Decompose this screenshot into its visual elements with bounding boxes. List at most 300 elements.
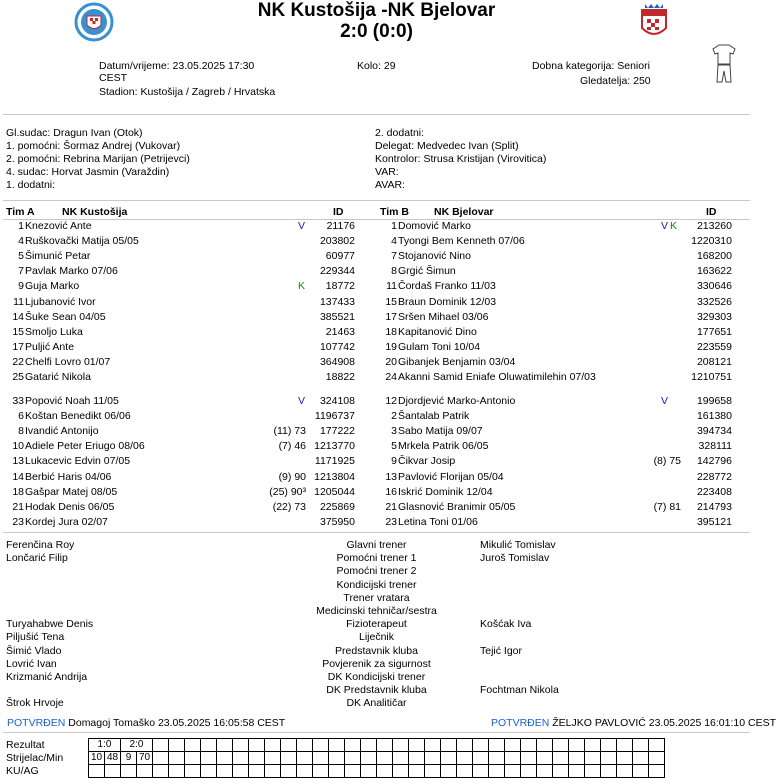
player-id: 168200 (696, 250, 732, 263)
player-number: 10 (12, 440, 24, 453)
staff-role: DK Kondicijski trener (327, 671, 426, 683)
player-id: 107742 (319, 340, 355, 353)
staff-role: Pomoćni trener 1 (336, 552, 417, 565)
result-cell (265, 765, 281, 778)
result-cell (377, 765, 393, 778)
official-right: AVAR: (375, 179, 405, 191)
player-id: 1213804 (314, 470, 355, 483)
result-cell (425, 752, 441, 765)
official-left: 2. pomoćni: Rebrina Marijan (Petrijevci) (6, 153, 190, 165)
player-number: 5 (391, 440, 397, 453)
player-name: Glasnović Branimir 05/05 (398, 500, 516, 513)
result-cell (649, 739, 665, 752)
result-grid (88, 738, 665, 778)
match-title: NK Kustošija -NK Bjelovar (257, 0, 496, 21)
player-name: Pavlović Florijan 05/04 (398, 470, 504, 483)
player-row (0, 501, 753, 514)
staff-role: Povjerenik za sigurnost (322, 657, 431, 670)
player-id: 177651 (696, 325, 732, 338)
player-id: 60977 (325, 250, 355, 263)
player-id: 385521 (319, 310, 355, 323)
result-cell (297, 765, 313, 778)
result-cell (601, 739, 617, 752)
substitution-info: (9) 90 (278, 470, 306, 483)
result-cell (393, 739, 409, 752)
player-name: Kordej Jura 02/07 (25, 515, 108, 528)
player-row (0, 250, 753, 263)
match-timezone: CEST (99, 72, 128, 84)
result-cell (409, 765, 425, 778)
result-cell (617, 739, 633, 752)
player-id: 142796 (696, 455, 732, 468)
player-number: 21 (12, 500, 24, 513)
player-number: 6 (18, 410, 24, 423)
player-row (0, 395, 753, 408)
player-row (0, 455, 753, 468)
result-cell (473, 765, 489, 778)
player-id: 328111 (698, 440, 732, 453)
result-cell (601, 765, 617, 778)
result-cell (297, 752, 313, 765)
player-id: 375950 (319, 515, 355, 528)
result-cell (505, 739, 521, 752)
result-cell (569, 765, 585, 778)
result-cell (233, 765, 249, 778)
result-cell (345, 739, 361, 752)
player-number: 24 (385, 371, 397, 383)
team-b-id-header: ID (706, 206, 717, 218)
player-id: 1196737 (314, 410, 355, 423)
player-name: Šuke Sean 04/05 (25, 310, 106, 323)
result-cell (569, 752, 585, 765)
goalkeeper-mark: V (661, 220, 669, 232)
player-name: Adiele Peter Eriugo 08/06 (25, 440, 145, 453)
result-cell (185, 752, 201, 765)
official-left: 4. sudac: Horvat Jasmin (Varaždin) (6, 166, 170, 178)
player-number: 1 (391, 220, 397, 232)
player-id: 229344 (319, 265, 355, 278)
jersey-icon (712, 44, 736, 84)
player-number: 7 (391, 250, 397, 263)
staff-team-a: Štrok Hrvoje (6, 697, 64, 710)
player-id: 161380 (696, 410, 732, 423)
result-cell (457, 765, 473, 778)
result-cell (521, 739, 537, 752)
staff-role: Glavni trener (346, 539, 407, 551)
match-round: Kolo: 29 (357, 60, 396, 72)
staff-role: Fizioterapeut (346, 618, 407, 631)
result-cell: 48 (105, 752, 121, 765)
player-row (0, 235, 753, 248)
result-cell (217, 752, 233, 765)
player-id: 223408 (696, 485, 732, 498)
official-right: Kontrolor: Strusa Kristijan (Virovitica) (375, 153, 547, 165)
player-number: 15 (12, 325, 24, 338)
player-number: 25 (12, 371, 24, 383)
player-name: Ruškovački Matija 05/05 (25, 235, 139, 248)
match-stadium: Stadion: Kustošija / Zagreb / Hrvatska (99, 86, 276, 98)
player-number: 5 (18, 250, 24, 263)
result-cell (233, 752, 249, 765)
player-id: 395121 (696, 515, 732, 528)
staff-team-b: Juroš Tomislav (480, 552, 550, 565)
player-number: 33 (12, 395, 24, 407)
result-cell (153, 752, 169, 765)
player-row (0, 296, 753, 309)
player-row (0, 425, 753, 438)
result-cell (489, 752, 505, 765)
staff-team-b: Fochtman Nikola (480, 684, 559, 697)
divider (3, 732, 750, 733)
player-id: 394734 (696, 425, 732, 438)
result-cell (153, 739, 169, 752)
player-number: 19 (385, 340, 397, 353)
player-number: 13 (385, 470, 397, 483)
substitution-info: (8) 75 (653, 455, 681, 468)
player-number: 8 (391, 265, 397, 278)
player-row (0, 516, 753, 529)
player-row (0, 486, 753, 499)
player-number: 18 (12, 485, 24, 498)
confirmation-status: POTVRĐEN (491, 717, 550, 729)
result-cell (649, 752, 665, 765)
player-name: Djordjević Marko-Antonio (398, 395, 516, 407)
confirmation-text: ŽELJKO PAVLOVIĆ 23.05.2025 16:01:10 CEST (552, 717, 776, 729)
player-row (0, 471, 753, 484)
player-id: 208121 (696, 355, 732, 368)
player-number: 8 (18, 425, 24, 438)
player-number: 20 (385, 355, 397, 368)
player-number: 23 (385, 515, 397, 528)
result-cell (505, 752, 521, 765)
result-cell (185, 739, 201, 752)
result-cell (409, 739, 425, 752)
match-category: Dobna kategorija: Seniori (532, 60, 650, 72)
player-row (0, 410, 753, 423)
player-name: Letina Toni 01/06 (398, 515, 478, 528)
staff-role: DK Predstavnik kluba (326, 684, 427, 697)
result-cell (393, 752, 409, 765)
confirmation-status: POTVRĐEN (7, 717, 66, 729)
player-id: 21463 (325, 325, 355, 338)
result-cell (537, 765, 553, 778)
staff-role: DK Analitičar (346, 697, 407, 710)
player-id: 324108 (319, 395, 355, 407)
player-number: 4 (391, 235, 397, 248)
player-name: Gašpar Matej 08/05 (25, 485, 118, 498)
player-row (0, 311, 753, 324)
result-cell (505, 765, 521, 778)
result-cell (521, 752, 537, 765)
player-id: 18822 (325, 371, 355, 383)
result-cell (345, 765, 361, 778)
official-left: 1. pomoćni: Šormaz Andrej (Vukovar) (6, 140, 181, 152)
player-name: Guja Marko (25, 280, 80, 293)
team-a-name: NK Kustošija (62, 206, 128, 218)
result-cell (185, 765, 201, 778)
result-cell (425, 739, 441, 752)
player-name: Smoljo Luka (25, 325, 83, 338)
player-number: 13 (12, 455, 24, 468)
player-name: Gatarić Nikola (25, 371, 91, 383)
player-id: 1171925 (314, 455, 355, 468)
team-b-confirmation (491, 717, 776, 729)
confirmation-text: Domagoj Tomaško 23.05.2025 16:05:58 CEST (68, 717, 286, 729)
player-id: 1220310 (691, 235, 732, 248)
result-cell (633, 765, 649, 778)
official-left: 1. dodatni: (6, 179, 56, 191)
match-datetime: Datum/vrijeme: 23.05.2025 17:30 (99, 60, 255, 72)
result-cell (89, 765, 105, 778)
player-number: 22 (12, 355, 24, 368)
result-cell (281, 752, 297, 765)
staff-team-a: Lončarić Filip (6, 552, 68, 565)
match-spectators: Gledatelja: 250 (580, 75, 651, 87)
result-cell (121, 765, 137, 778)
result-cell (617, 752, 633, 765)
staff-role: Predstavnik kluba (335, 644, 418, 657)
result-cell (329, 739, 345, 752)
result-cell (473, 752, 489, 765)
substitution-info: (7) 81 (653, 500, 681, 513)
result-cell (297, 739, 313, 752)
result-cell (201, 752, 217, 765)
result-cell (249, 752, 265, 765)
goalkeeper-mark: V (298, 395, 306, 407)
result-cell (409, 752, 425, 765)
player-number: 9 (18, 280, 24, 293)
staff-team-b: Košćak Iva (480, 618, 532, 631)
team-b-name: NK Bjelovar (434, 206, 494, 218)
result-cell (201, 765, 217, 778)
result-cell (361, 739, 377, 752)
player-id: 18772 (325, 280, 355, 293)
divider (3, 114, 750, 115)
player-name: Akanni Samid Eniafe Oluwatimilehin 07/03 (398, 371, 596, 383)
player-name: Berbić Haris 04/06 (25, 470, 112, 483)
result-cell (633, 739, 649, 752)
player-row (0, 265, 753, 278)
substitution-info: (25) 90³ (269, 485, 306, 498)
player-name: Koštan Benedikt 06/06 (25, 410, 131, 423)
player-number: 21 (385, 500, 397, 513)
official-right: 2. dodatni: (375, 127, 425, 139)
player-id: 1205044 (314, 485, 355, 498)
result-cell (393, 765, 409, 778)
result-cell (441, 765, 457, 778)
result-cell (265, 752, 281, 765)
result-cell (201, 739, 217, 752)
player-id: 213260 (696, 220, 732, 232)
result-cell (329, 752, 345, 765)
team-a-confirmation (7, 717, 285, 729)
player-name: Šimunić Petar (25, 250, 91, 263)
result-cell (361, 752, 377, 765)
player-number: 23 (12, 515, 24, 528)
player-name: Domović Marko (398, 220, 471, 232)
staff-team-a: Piljušić Tena (6, 631, 65, 644)
player-row (0, 440, 753, 453)
player-name: Grgić Šimun (398, 265, 456, 278)
result-cell (553, 765, 569, 778)
staff-role: Medicinski tehničar/sestra (316, 605, 437, 617)
player-id: 137433 (319, 295, 355, 308)
staff-team-a: Turyahabwe Denis (6, 618, 94, 631)
captain-mark: K (298, 280, 306, 293)
player-number: 17 (385, 310, 397, 323)
result-cell (281, 765, 297, 778)
player-name: Tyongi Bem Kenneth 07/06 (398, 235, 525, 248)
player-name: Braun Dominik 12/03 (398, 295, 497, 308)
team-a-id-header: ID (333, 206, 344, 218)
result-cell (585, 752, 601, 765)
result-cell (489, 739, 505, 752)
result-cell: 1:0 (89, 739, 121, 752)
result-cell (617, 765, 633, 778)
result-cell (425, 765, 441, 778)
staff-team-b: Mikulić Tomislav (480, 539, 556, 551)
player-row (0, 356, 753, 369)
result-cell (313, 739, 329, 752)
official-right: Delegat: Medvedec Ivan (Split) (375, 140, 519, 152)
staff-role: Pomoćni trener 2 (336, 565, 417, 578)
player-number: 1 (18, 220, 24, 232)
player-name: Popović Noah 11/05 (25, 395, 119, 407)
team-a-label: Tim A (6, 206, 35, 218)
staff-team-a: Krizmanić Andrija (6, 671, 88, 683)
player-number: 11 (386, 280, 397, 293)
player-id: 177222 (319, 425, 355, 438)
player-number: 18 (385, 325, 397, 338)
player-row (0, 326, 753, 339)
result-cell (441, 739, 457, 752)
result-cell (361, 765, 377, 778)
player-id: 199658 (696, 395, 732, 407)
player-name: Stojanović Nino (398, 250, 471, 263)
player-id: 330646 (696, 280, 732, 293)
player-name: Čordaš Franko 11/03 (398, 280, 496, 293)
player-id: 163622 (696, 265, 732, 278)
ku-ag-label: KU/AG (6, 765, 39, 777)
player-number: 14 (12, 310, 24, 323)
result-cell (649, 765, 665, 778)
result-cell (105, 765, 121, 778)
result-cell (473, 739, 489, 752)
player-id: 364908 (319, 355, 355, 368)
result-cell (585, 765, 601, 778)
player-number: 14 (12, 470, 24, 483)
staff-role: Trener vratara (343, 591, 410, 604)
player-name: Kapitanović Dino (398, 325, 477, 338)
player-row (0, 280, 753, 293)
player-name: Ljubanović Ivor (25, 295, 96, 308)
player-id: 332526 (696, 295, 732, 308)
result-cell (441, 752, 457, 765)
result-cell (249, 765, 265, 778)
result-cell (217, 765, 233, 778)
substitution-info: (11) 73 (273, 425, 306, 438)
substitution-info: (7) 46 (278, 440, 306, 453)
captain-mark: K (670, 220, 678, 232)
team-b-label: Tim B (380, 206, 409, 218)
player-id: 228772 (696, 470, 732, 483)
result-label: Rezultat (6, 739, 45, 751)
player-id: 1213770 (314, 440, 355, 453)
player-name: Ivandić Antonijo (25, 425, 99, 438)
player-name: Puljić Ante (25, 340, 75, 353)
player-id: 214793 (696, 500, 732, 513)
player-number: 17 (12, 340, 24, 353)
result-cell: 70 (137, 752, 153, 765)
player-id: 21176 (326, 220, 355, 232)
result-cell (585, 739, 601, 752)
player-number: 3 (391, 425, 397, 438)
result-cell (553, 752, 569, 765)
result-cell (233, 739, 249, 752)
goalkeeper-mark: V (298, 220, 306, 232)
player-number: 2 (391, 410, 397, 423)
result-cell (553, 739, 569, 752)
player-name: Gibanjek Benjamin 03/04 (398, 355, 516, 368)
result-cell (169, 739, 185, 752)
staff-role: Kondicijski trener (336, 578, 417, 591)
result-cell (217, 739, 233, 752)
player-name: Sršen Mihael 03/06 (398, 310, 489, 323)
result-cell (329, 765, 345, 778)
player-name: Sabo Matija 09/07 (398, 425, 483, 438)
player-name: Hodak Denis 06/05 (25, 500, 115, 513)
player-number: 7 (18, 265, 24, 278)
result-cell (345, 752, 361, 765)
player-number: 12 (385, 395, 397, 407)
result-cell (633, 752, 649, 765)
result-cell: 10 (89, 752, 105, 765)
result-cell (249, 739, 265, 752)
player-name: Šantalab Patrik (398, 410, 470, 423)
result-cell (169, 765, 185, 778)
result-cell: 2:0 (121, 739, 153, 752)
result-cell (377, 739, 393, 752)
divider (3, 200, 750, 201)
player-name: Mrkela Patrik 06/05 (398, 440, 489, 453)
player-id: 1210751 (691, 371, 732, 383)
match-score: 2:0 (0:0) (340, 21, 413, 42)
result-cell (537, 739, 553, 752)
player-name: Lukacevic Edvin 07/05 (25, 455, 131, 468)
player-number: 11 (13, 295, 24, 308)
official-right: VAR: (375, 166, 399, 178)
player-row (0, 341, 753, 354)
result-cell (569, 739, 585, 752)
player-row (0, 220, 753, 233)
player-name: Gulam Toni 10/04 (398, 340, 481, 353)
divider (3, 532, 750, 533)
result-cell (457, 752, 473, 765)
goalkeeper-mark: V (661, 395, 669, 407)
player-number: 15 (385, 295, 397, 308)
result-cell (313, 752, 329, 765)
player-name: Knezović Ante (25, 220, 92, 232)
staff-team-b: Tejić Igor (480, 644, 523, 657)
result-cell (537, 752, 553, 765)
player-name: Chelfi Lovro 01/07 (25, 355, 111, 368)
player-name: Iskrić Dominik 12/04 (398, 485, 493, 498)
official-left: Gl.sudac: Dragun Ivan (Otok) (6, 127, 143, 139)
staff-team-a: Ferenčina Roy (6, 539, 75, 551)
result-cell (457, 739, 473, 752)
result-cell: 9 (121, 752, 137, 765)
player-number: 16 (385, 485, 397, 498)
